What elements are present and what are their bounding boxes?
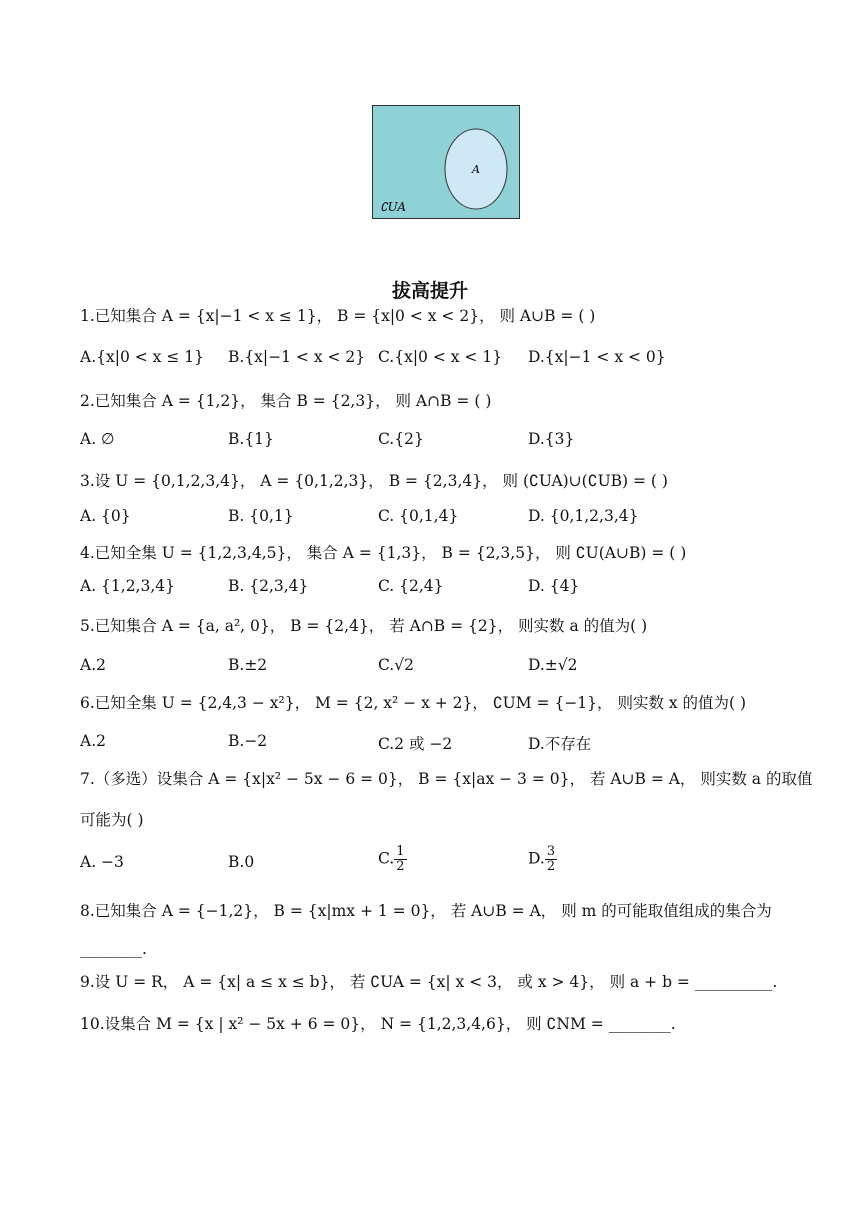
option-c: C. {2,4}	[378, 577, 444, 595]
question-2-options	[80, 430, 800, 456]
option-c	[378, 845, 407, 874]
option-d-label: D.	[528, 849, 545, 868]
fraction-numerator: 3	[546, 844, 556, 859]
question-2-stem: 2.已知集合 A = {1,2}， 集合 B = {2,3}， 则 A∩B = ( )	[80, 392, 492, 410]
option-a: A. {1,2,3,4}	[80, 577, 175, 595]
question-1-stem: 1.已知集合 A = {x|−1 < x ≤ 1}， B = {x|0 < x < 2}， 则 A∪B = ( )	[80, 307, 596, 325]
option-d: D.不存在	[528, 735, 592, 753]
option-d	[528, 845, 557, 874]
fraction-one-half	[394, 845, 406, 874]
question-5-stem: 5.已知集合 A = {a, a², 0}， B = {2,4}， 若 A∩B = {2}， 则实数 a 的值为( )	[80, 617, 648, 635]
question-10-stem: 10.设集合 M = {x | x² − 5x + 6 = 0}， N = {1,2,3,4,6}， 则 ∁NM = ________.	[80, 1015, 676, 1033]
question-8-stem: 8.已知集合 A = {−1,2}， B = {x|mx + 1 = 0}， 若 A∪B = A， 则 m 的可能取值组成的集合为	[80, 902, 772, 920]
venn-diagram	[372, 105, 520, 219]
option-c: C. {0,1,4}	[378, 507, 459, 525]
option-b: B. {2,3,4}	[228, 577, 309, 595]
option-a: A.{x|0 < x ≤ 1}	[80, 348, 204, 366]
option-b: B.{1}	[228, 430, 274, 448]
option-c: C.√2	[378, 656, 414, 674]
question-3-stem: 3.设 U = {0,1,2,3,4}， A = {0,1,2,3}， B = {2,3,4}， 则 (∁UA)∪(∁UB) = ( )	[80, 472, 668, 490]
option-d: D.{3}	[528, 430, 575, 448]
option-a: A. {0}	[80, 507, 131, 525]
option-c: C.{x|0 < x < 1}	[378, 348, 503, 366]
set-a-label: A	[472, 163, 480, 176]
question-7-stem-continued: 可能为( )	[80, 811, 144, 829]
option-d: D.±√2	[528, 656, 578, 674]
fraction-denominator: 2	[546, 859, 556, 874]
option-c: C.2 或 −2	[378, 735, 453, 753]
option-a: A.2	[80, 732, 106, 750]
option-b: B.±2	[228, 656, 268, 674]
question-4-stem: 4.已知全集 U = {1,2,3,4,5}， 集合 A = {1,3}， B = {2,3,5}， 则 ∁U(A∪B) = ( )	[80, 544, 687, 562]
option-b: B. {0,1}	[228, 507, 294, 525]
option-d: D. {0,1,2,3,4}	[528, 507, 639, 525]
option-d: D.{x|−1 < x < 0}	[528, 348, 666, 366]
option-c-label: C.	[378, 849, 395, 868]
question-3-options	[80, 507, 800, 533]
option-d: D. {4}	[528, 577, 580, 595]
option-b: B.{x|−1 < x < 2}	[228, 348, 366, 366]
complement-label: ∁UA	[380, 200, 407, 214]
option-b: B.−2	[228, 732, 268, 750]
question-8-stem-continued: ________.	[80, 940, 147, 958]
option-a: A. −3	[80, 853, 124, 871]
question-7-options	[80, 845, 800, 885]
question-4-options	[80, 577, 800, 603]
question-6-options	[80, 732, 800, 758]
question-5-options	[80, 656, 800, 682]
option-c: C.{2}	[378, 430, 424, 448]
question-7-stem: 7.（多选）设集合 A = {x|x² − 5x − 6 = 0}， B = {x|ax − 3 = 0}， 若 A∪B = A， 则实数 a 的取值	[80, 770, 813, 788]
question-9-stem: 9.设 U = R， A = {x| a ≤ x ≤ b}， 若 ∁UA = {x| x < 3， 或 x > 4}， 则 a + b = __________.	[80, 973, 778, 991]
fraction-denominator: 2	[396, 859, 405, 874]
option-b: B.0	[228, 853, 255, 871]
fraction-three-halves	[545, 845, 557, 874]
option-a: A. ∅	[80, 430, 115, 448]
section-title: 拔高提升	[391, 280, 468, 302]
question-1-options	[80, 348, 800, 374]
question-6-stem: 6.已知全集 U = {2,4,3 − x²}， M = {2, x² − x + 2}， ∁UM = {−1}， 则实数 x 的值为( )	[80, 694, 747, 712]
fraction-numerator: 1	[396, 844, 405, 859]
option-a: A.2	[80, 656, 106, 674]
